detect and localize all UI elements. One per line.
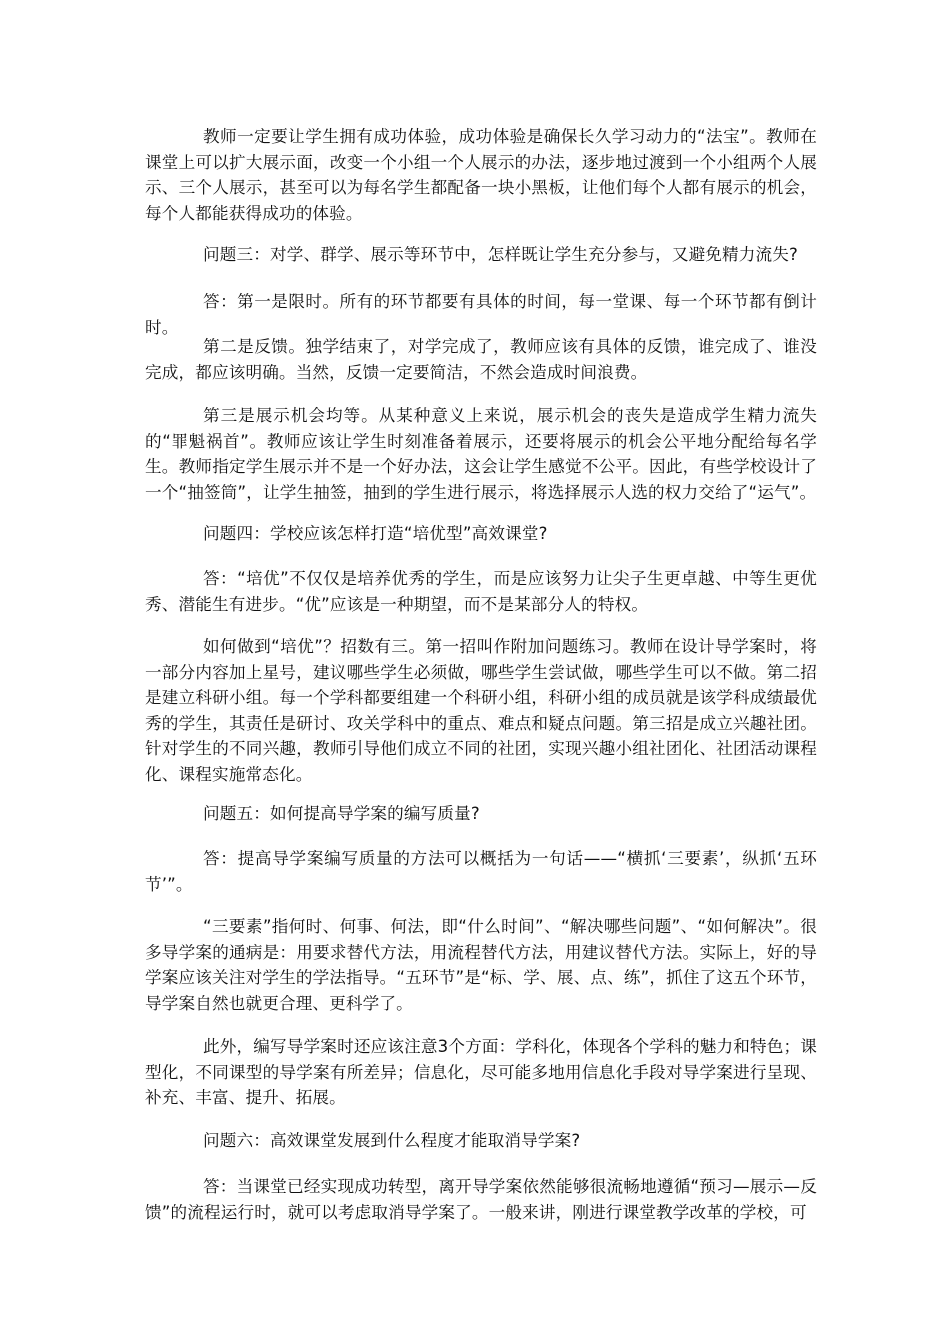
paragraph-three-strategies: 如何做到“培优”？招数有三。第一招叫作附加问题练习。教师在设计导学案时，将一部分内容加上星号，建议哪些学生必须做，哪些学生尝试做，哪些学生可以不做。第二招是建立科研小组。每一个学科都要组建一个科研小组，科研小组的成员就是该学科成绩最优秀的学生，其责任是研讨、攻关学科中的重点、难点和疑点问题。第三招是成立兴趣社团。针对学生的不同兴趣，教师引导他们成立不同的社团，实现兴趣小组社团化、社团活动课程化、课程实施常态化。 — [145, 637, 817, 784]
question-three: 问题三：对学、群学、展示等环节中，怎样既让学生充分参与，又避免精力流失? — [203, 245, 798, 264]
answer-six: 答：当课堂已经实现成功转型，离开导学案依然能够很流畅地遵循“预习—展示—反馈”的流程运行时，就可以考虑取消导学案了。一般来讲，刚进行课堂教学改革的学校，可 — [145, 1177, 817, 1222]
paragraph-three-aspects: 此外，编写导学案时还应该注意3个方面：学科化，体现各个学科的魅力和特色；课型化，不同课型的导学案有所差异；信息化，尽可能多地用信息化手段对导学案进行呈现、补充、丰富、提升、拓展。 — [145, 1037, 817, 1108]
paragraph-feedback: 第二是反馈。独学结束了，对学完成了，教师应该有具体的反馈，谁完成了、谁没完成，都应该明确。当然，反馈一定要简洁，不然会造成时间浪费。 — [145, 337, 817, 382]
paragraph-success-experience: 教师一定要让学生拥有成功体验，成功体验是确保长久学习动力的“法宝”。教师在课堂上可以扩大展示面，改变一个小组一个人展示的办法，逐步地过渡到一个小组两个人展示、三个人展示，甚至可以为每名学生都配备一块小黑板，让他们每个人都有展示的机会，每个人都能获得成功的体验。 — [145, 127, 817, 223]
paragraph-equal-opportunity: 第三是展示机会均等。从某种意义上来说，展示机会的丧失是造成学生精力流失的“罪魁祸首”。教师应该让学生时刻准备着展示，还要将展示的机会公平地分配给每名学生。教师指定学生展示并不是一个好办法，这会让学生感觉不公平。因此，有些学校设计了一个“抽签筒”，让学生抽签，抽到的学生进行展示，将选择展示人选的权力交给了“运气”。 — [145, 406, 817, 502]
question-six: 问题六：高效课堂发展到什么程度才能取消导学案? — [203, 1131, 581, 1150]
question-five: 问题五：如何提高导学案的编写质量? — [203, 804, 480, 823]
answer-three-time-limit: 答：第一是限时。所有的环节都要有具体的时间，每一堂课、每一个环节都有倒计时。 — [145, 292, 817, 337]
paragraph-three-elements: “三要素”指何时、何事、何法，即“什么时间”、“解决哪些问题”、“如何解决”。很多导学案的通病是：用要求替代方法，用流程替代方法，用建议替代方法。实际上，好的导学案应该关注对学生的学法指导。“五环节”是“标、学、展、点、练”，抓住了这五个环节，导学案自然也就更合理、更科学了。 — [145, 917, 817, 1013]
answer-four: 答：“培优”不仅仅是培养优秀的学生，而是应该努力让尖子生更卓越、中等生更优秀、潜能生有进步。“优”应该是一种期望，而不是某部分人的特权。 — [145, 569, 817, 614]
question-four: 问题四：学校应该怎样打造“培优型”高效课堂? — [203, 524, 548, 543]
answer-five: 答：提高导学案编写质量的方法可以概括为一句话——“横抓‘三要素’，纵抓‘五环节’”。 — [145, 849, 817, 894]
